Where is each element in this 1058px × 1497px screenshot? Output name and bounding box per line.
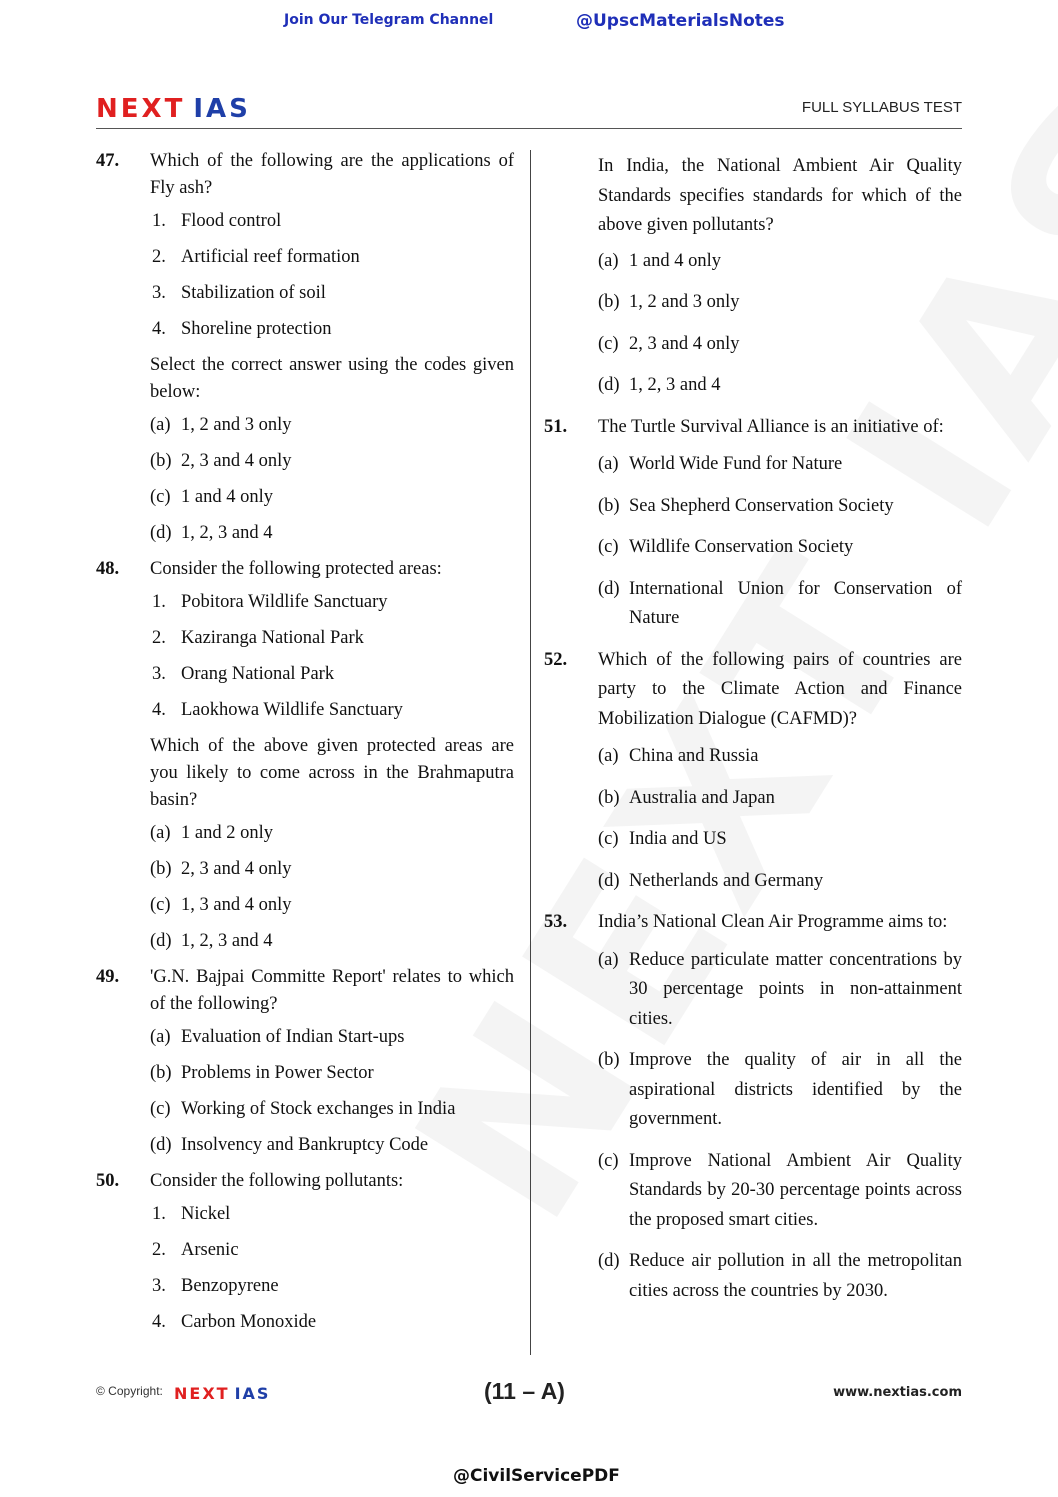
civil-service-pdf-handle[interactable]: @CivilServicePDF	[453, 1466, 620, 1486]
answer-option-c[interactable]: (c) Improve National Ambient Air Quality Standards by 20-30 percentage points across the proposed smart cities.	[598, 1150, 962, 1230]
answer-option-c[interactable]: (c) India and US	[598, 829, 727, 849]
telegram-handle-link[interactable]: @UpscMaterialsNotes	[576, 11, 785, 31]
answer-option-d[interactable]: (d) 1, 2, 3 and 4	[150, 523, 273, 543]
answer-option-d[interactable]: (d) International Union for Conservation of Nature	[598, 578, 962, 628]
next-ias-logo	[96, 96, 251, 122]
answer-option-c[interactable]: (c) 1, 3 and 4 only	[150, 895, 292, 915]
statement-item: 1. Nickel	[152, 1204, 231, 1224]
answer-option-d[interactable]: (d) Netherlands and Germany	[598, 870, 824, 891]
question-text: Which of the following pairs of countries are party to the Climate Action and Finance Mobilization Dialogue (CAFMD)?	[598, 649, 962, 729]
answer-option-b[interactable]: (b) Problems in Power Sector	[150, 1063, 374, 1083]
answer-option-b[interactable]: (b) 2, 3 and 4 only	[150, 451, 292, 471]
question-number: 50.	[96, 1171, 120, 1191]
question-instruction: In India, the National Ambient Air Quality Standards specifies standards for which of the above given pollutants?	[598, 156, 962, 235]
question-number: 52.	[544, 649, 568, 670]
statement-item: 4. Laokhowa Wildlife Sanctuary	[152, 700, 403, 720]
left-column	[96, 148, 514, 1345]
question-50	[96, 1168, 514, 1336]
question-number: 51.	[544, 416, 568, 437]
answer-option-a[interactable]: (a) World Wide Fund for Nature	[598, 454, 843, 474]
question-text: The Turtle Survival Alliance is an initiative of:	[598, 416, 944, 437]
question-47	[96, 148, 514, 547]
statement-item: 4. Carbon Monoxide	[152, 1312, 317, 1332]
answer-option-d[interactable]: (d) Insolvency and Bankruptcy Code	[150, 1135, 429, 1155]
answer-option-d[interactable]: (d) 1, 2, 3 and 4	[150, 931, 273, 951]
answer-option-d[interactable]: (d) 1, 2, 3 and 4	[598, 375, 721, 395]
question-48	[96, 556, 514, 955]
statement-item: 1. Flood control	[152, 211, 282, 231]
question-number: 49.	[96, 967, 120, 987]
logo-next-text: NEXT	[96, 94, 186, 124]
statement-item: 1. Pobitora Wildlife Sanctuary	[152, 592, 388, 612]
answer-option-c[interactable]: (c) Working of Stock exchanges in India	[150, 1099, 456, 1119]
answer-option-a[interactable]: (a) Evaluation of Indian Start-ups	[150, 1027, 405, 1047]
question-text: India’s National Clean Air Programme aims to:	[598, 912, 948, 932]
question-number: 47.	[96, 151, 120, 171]
question-text: Which of the following are the applications of Fly ash?	[150, 151, 514, 198]
answer-option-a[interactable]: (a) China and Russia	[598, 746, 759, 766]
question-text: Consider the following pollutants:	[150, 1171, 404, 1191]
statement-item: 4. Shoreline protection	[152, 319, 332, 339]
answer-option-b[interactable]: (b) 2, 3 and 4 only	[150, 859, 292, 879]
footer-logo: NEXT IAS	[174, 1384, 271, 1403]
header-divider	[96, 128, 962, 129]
answer-option-a[interactable]: (a) 1 and 4 only	[598, 250, 721, 271]
question-53	[544, 908, 962, 1306]
question-number: 48.	[96, 559, 120, 579]
statement-item: 3. Benzopyrene	[152, 1276, 279, 1296]
question-51	[544, 413, 962, 634]
page-number: (11 – A)	[484, 1378, 565, 1404]
test-name: FULL SYLLABUS TEST	[801, 99, 962, 116]
answer-option-c[interactable]: (c) Wildlife Conservation Society	[598, 537, 854, 557]
logo-ias-text: IAS	[193, 94, 251, 124]
question-instruction: Which of the above given protected areas are you likely to come across in the Brahmaputra basin?	[150, 736, 514, 810]
answer-option-a[interactable]: (a) Reduce particulate matter concentrations by 30 percentage points in non-attainment cities.	[598, 949, 962, 1029]
copyright-text: © Copyright:	[96, 1384, 163, 1398]
answer-option-c[interactable]: (c) 2, 3 and 4 only	[598, 333, 740, 354]
question-50-continued	[544, 152, 962, 401]
answer-option-b[interactable]: (b) Australia and Japan	[598, 787, 775, 808]
question-text: Consider the following protected areas:	[150, 559, 442, 579]
statement-list	[150, 1201, 514, 1336]
answer-option-a[interactable]: (a) 1, 2 and 3 only	[150, 415, 292, 435]
question-number: 53.	[544, 912, 568, 932]
answer-option-b[interactable]: (b) Sea Shepherd Conservation Society	[598, 495, 894, 516]
statement-list	[150, 589, 514, 724]
answer-option-b[interactable]: (b) Improve the quality of air in all the aspirational districts identified by the government.	[598, 1050, 962, 1129]
statement-item: 2. Arsenic	[152, 1240, 239, 1260]
right-column	[544, 148, 962, 1318]
statement-item: 2. Kaziranga National Park	[152, 628, 364, 648]
question-instruction: Select the correct answer using the codes given below:	[150, 355, 514, 402]
statement-item: 3. Stabilization of soil	[152, 283, 326, 303]
answer-option-d[interactable]: (d) Reduce air pollution in all the metropolitan cities across the countries by 2030.	[598, 1251, 962, 1301]
answer-option-c[interactable]: (c) 1 and 4 only	[150, 487, 273, 507]
website-link[interactable]: www.nextias.com	[833, 1385, 962, 1400]
statement-item: 2. Artificial reef formation	[152, 247, 360, 267]
column-divider	[530, 150, 531, 1355]
answer-option-b[interactable]: (b) 1, 2 and 3 only	[598, 292, 740, 312]
answer-option-a[interactable]: (a) 1 and 2 only	[150, 823, 273, 843]
telegram-channel-text: Join Our Telegram Channel	[284, 12, 494, 28]
statement-list	[150, 208, 514, 343]
question-text: 'G.N. Bajpai Committe Report' relates to which of the following?	[150, 967, 514, 1014]
question-52	[544, 646, 962, 897]
statement-item: 3. Orang National Park	[152, 664, 335, 684]
question-49	[96, 964, 514, 1159]
